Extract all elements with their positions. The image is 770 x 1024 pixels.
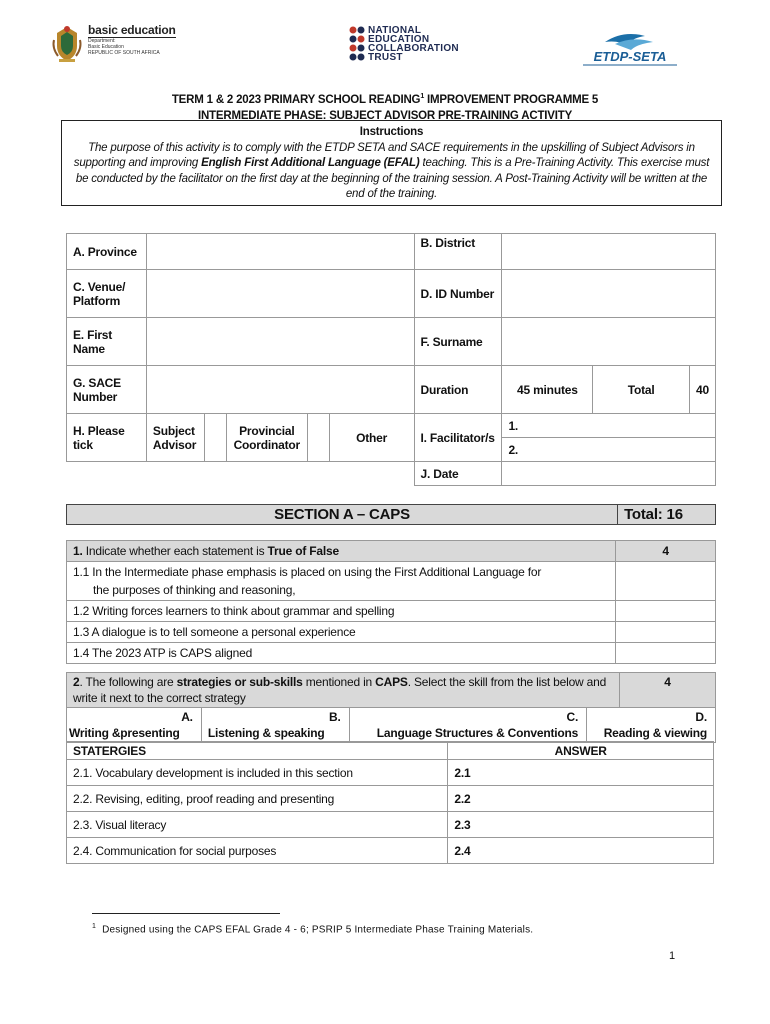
date-label: J. Date xyxy=(414,462,502,486)
statement-1-2: 1.2 Writing forces learners to think about grammar and spelling xyxy=(67,601,616,622)
option-a: A. Writing &presenting xyxy=(67,708,202,743)
total-value: 40 xyxy=(689,366,715,414)
answer-1-2[interactable] xyxy=(616,601,716,622)
id-number-label: D. ID Number xyxy=(414,270,502,318)
facilitator-1-field[interactable]: 1. xyxy=(502,414,716,438)
surname-field[interactable] xyxy=(502,318,716,366)
duration-value: 45 minutes xyxy=(502,366,593,414)
sace-label: G. SACE Number xyxy=(67,366,147,414)
strategy-2-1: 2.1. Vocabulary development is included in this section xyxy=(67,760,448,786)
answer-1-4[interactable] xyxy=(616,643,716,664)
question-1-marks: 4 xyxy=(616,541,716,562)
section-a-total: Total: 16 xyxy=(618,505,716,525)
subject-advisor-tickbox[interactable] xyxy=(204,414,226,462)
surname-label: F. Surname xyxy=(414,318,502,366)
section-a-header xyxy=(66,504,716,525)
facilitator-2-field[interactable]: 2. xyxy=(502,438,716,462)
footnote-ref: 1 xyxy=(420,93,425,100)
title-line-1: TERM 1 & 2 2023 PRIMARY SCHOOL READING$^1$ IMPROVEMENT PROGRAMME 5 xyxy=(171,93,599,106)
answer-1-3[interactable] xyxy=(616,622,716,643)
footnote-divider xyxy=(92,913,280,914)
duration-label: Duration xyxy=(414,366,502,414)
please-tick-label: H. Please tick xyxy=(67,414,147,462)
statement-1-3: 1.3 A dialogue is to tell someone a personal experience xyxy=(67,622,616,643)
etdp-logo-text: ETDP-SETA xyxy=(593,49,667,64)
dbe-logo-line: Department: xyxy=(88,38,116,44)
first-name-label: E. First Name xyxy=(67,318,147,366)
provincial-coordinator-option: Provincial Coordinator xyxy=(226,414,307,462)
statement-1-1: 1.1 In the Intermediate phase emphasis is placed on using the First Additional Language for the purposes of thinking and reasoning, xyxy=(67,562,616,601)
first-name-field[interactable] xyxy=(146,318,414,366)
venue-label: C. Venue/ Platform xyxy=(67,270,147,318)
instructions-box xyxy=(61,120,722,206)
dbe-logo-line: Basic Education xyxy=(88,44,124,50)
question-2-prompt: 2. The following are strategies or sub-skills mentioned in CAPS. Select the skill from the list below and write it next to the correct strategy xyxy=(67,673,620,708)
id-number-field[interactable] xyxy=(502,270,716,318)
option-c: C. Language Structures & Conventions xyxy=(349,708,587,743)
dbe-logo xyxy=(50,24,176,64)
page-title xyxy=(0,89,770,124)
district-label: B. District xyxy=(414,234,502,270)
sace-field[interactable] xyxy=(146,366,414,414)
strategy-2-2: 2.2. Revising, editing, proof reading and presenting xyxy=(67,786,448,812)
answer-1-1[interactable] xyxy=(616,562,716,601)
strategies-table xyxy=(66,741,714,864)
question-1-table xyxy=(66,540,716,664)
dbe-logo-title: basic education xyxy=(88,23,176,37)
provincial-coordinator-tickbox[interactable] xyxy=(307,414,329,462)
option-b: B. Listening & speaking xyxy=(201,708,349,743)
statement-1-4: 1.4 The 2023 ATP is CAPS aligned xyxy=(67,643,616,664)
province-field[interactable] xyxy=(146,234,414,270)
etdp-seta-logo xyxy=(575,28,685,70)
strategies-header: STATERGIES xyxy=(67,742,448,760)
nect-logo-line: NATIONAL xyxy=(368,25,422,36)
answer-header: ANSWER xyxy=(448,742,714,760)
title-line-2: INTERMEDIATE PHASE: SUBJECT ADVISOR PRE-TRAINING ACTIVITY xyxy=(197,109,573,122)
question-2-marks: 4 xyxy=(620,673,716,708)
coat-of-arms-icon xyxy=(50,24,84,64)
nect-logo xyxy=(348,26,459,62)
answer-2-4[interactable]: 2.4 xyxy=(448,838,714,864)
date-field[interactable] xyxy=(502,462,716,486)
header-logos xyxy=(0,22,770,72)
other-option: Other xyxy=(329,414,414,462)
instructions-heading: Instructions xyxy=(359,126,424,138)
total-label: Total xyxy=(593,366,690,414)
strategy-2-4: 2.4. Communication for social purposes xyxy=(67,838,448,864)
nect-dots-icon xyxy=(348,26,366,62)
subject-advisor-option: Subject Advisor xyxy=(146,414,204,462)
question-2-table xyxy=(66,672,716,743)
district-field[interactable] xyxy=(502,234,716,270)
nect-logo-line: COLLABORATION xyxy=(368,43,459,54)
answer-2-1[interactable]: 2.1 xyxy=(448,760,714,786)
instructions-text: The purpose of this activity is to comply with the ETDP SETA and SACE requirements in the upskilling of Subject Advisors in supporting and improving English First Additional Language (EFAL) teaching. This is a Pre-Training Activity. This exercise must be conducted by the facilitator on the first day at the beginning of the training session. A Post-Training Activity will be written at the end of the training. xyxy=(73,141,710,200)
option-d: D. Reading & viewing xyxy=(587,708,716,743)
question-1-prompt: 1. Indicate whether each statement is True of False xyxy=(67,541,616,562)
nect-logo-line: TRUST xyxy=(368,52,403,63)
footnote: $^1$ Designed using the CAPS EFAL Grade 4 - 6; PSRIP 5 Intermediate Phase Training Materials. xyxy=(92,923,534,936)
nect-logo-line: EDUCATION xyxy=(368,34,430,45)
blank-cell xyxy=(67,462,415,486)
venue-field[interactable] xyxy=(146,270,414,318)
strategy-2-3: 2.3. Visual literacy xyxy=(67,812,448,838)
facilitators-label: I. Facilitator/s xyxy=(414,414,502,462)
dbe-logo-line: REPUBLIC OF SOUTH AFRICA xyxy=(88,50,160,56)
answer-2-3[interactable]: 2.3 xyxy=(448,812,714,838)
province-label: A. Province xyxy=(67,234,147,270)
section-a-title: SECTION A – CAPS xyxy=(67,505,618,525)
participant-info-table xyxy=(66,233,716,486)
page-number: 1 xyxy=(669,950,676,962)
answer-2-2[interactable]: 2.2 xyxy=(448,786,714,812)
